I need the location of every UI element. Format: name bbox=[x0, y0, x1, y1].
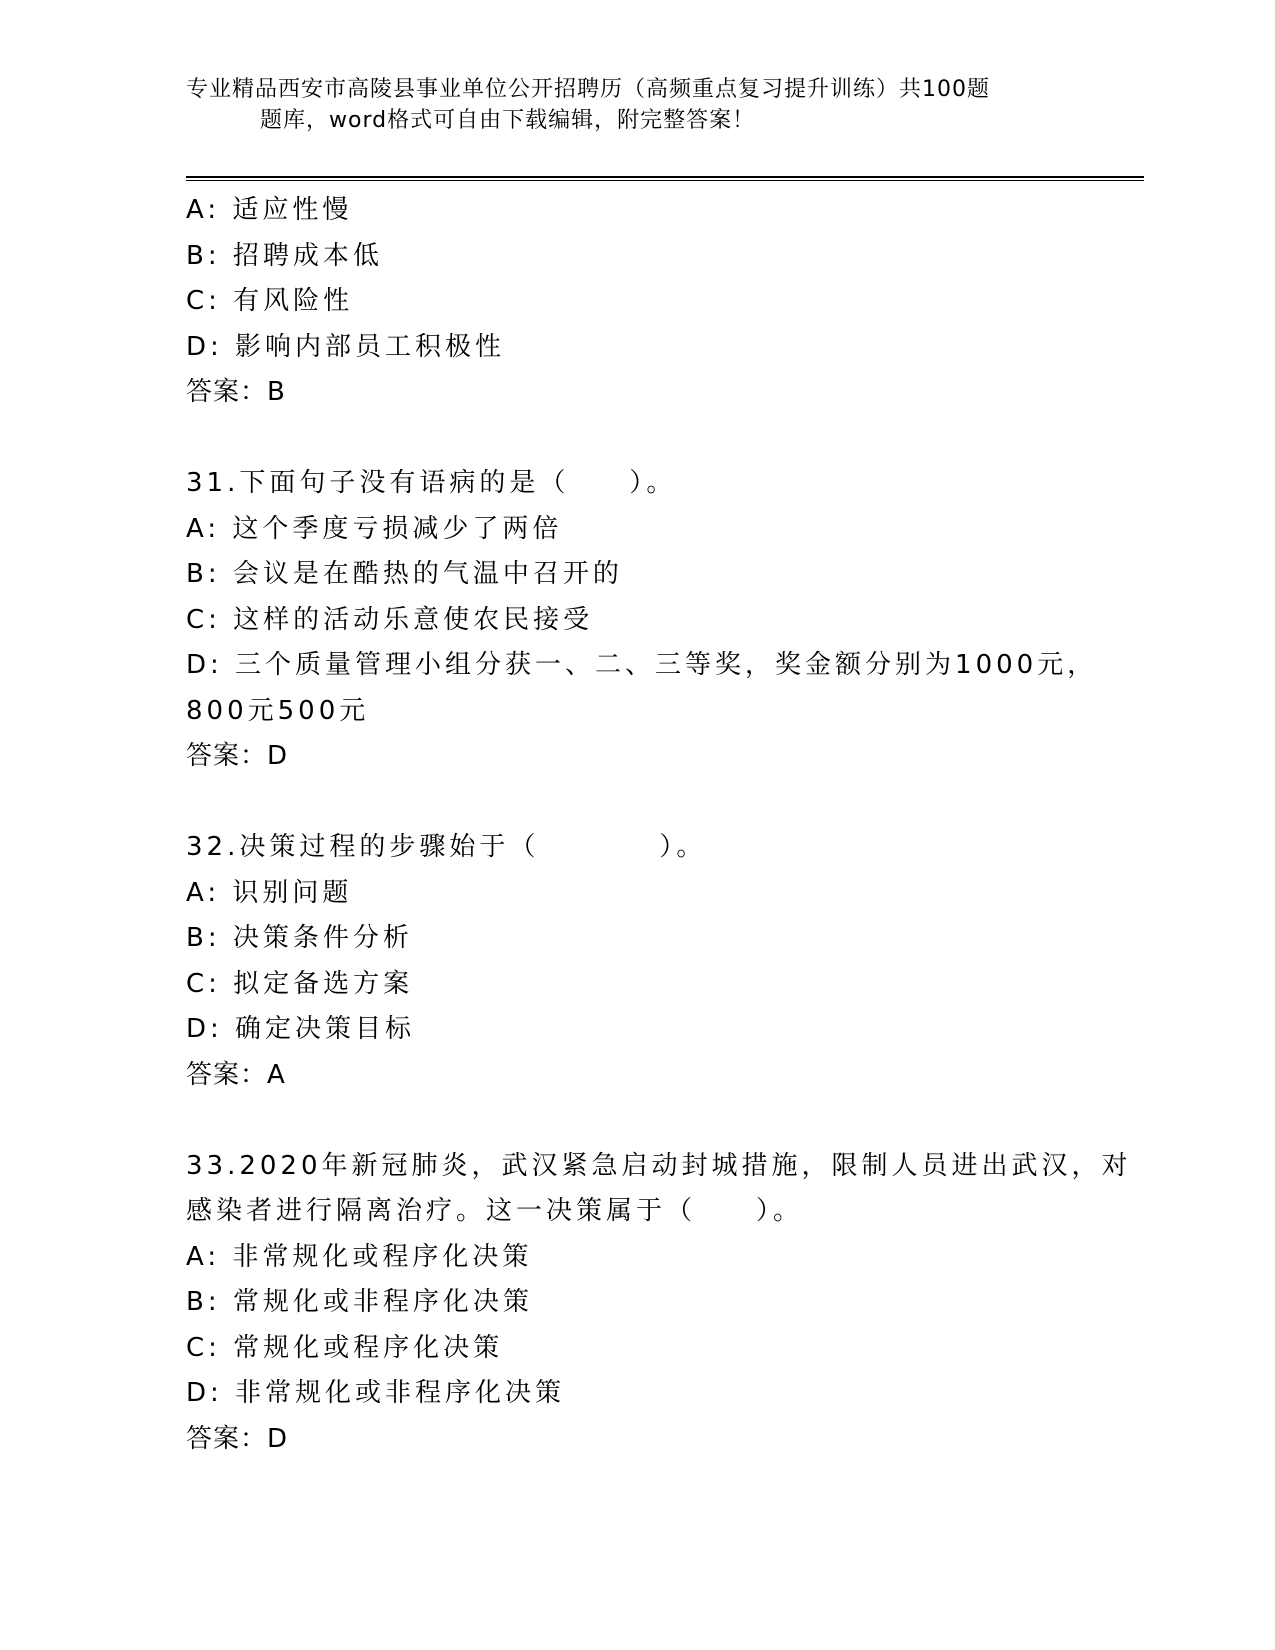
option-c: C: 拟定备选方案 bbox=[186, 968, 414, 999]
answer-line: 答案：D bbox=[186, 1423, 289, 1454]
option-d: D: 确定决策目标 bbox=[186, 1014, 416, 1044]
header-title-line2: 题库，word格式可自由下载编辑，附完整答案！ bbox=[260, 108, 756, 133]
question-list bbox=[186, 188, 1132, 1462]
option-b: B: 决策条件分析 bbox=[186, 923, 413, 953]
answer-line: 答案：A bbox=[186, 1059, 286, 1090]
document-header bbox=[186, 74, 1086, 136]
option-a: A: 识别问题 bbox=[186, 877, 353, 908]
question-block-32 bbox=[186, 825, 1126, 1098]
header-divider bbox=[186, 176, 1144, 181]
question-stem: 32.决策过程的步骤始于（ ）。 bbox=[186, 832, 707, 862]
option-b: B: 招聘成本低 bbox=[186, 240, 383, 271]
option-b: B: 常规化或非程序化决策 bbox=[186, 1287, 533, 1317]
option-d-continuation: 800元500元 bbox=[186, 695, 370, 726]
option-c: C: 常规化或程序化决策 bbox=[186, 1332, 504, 1363]
option-d: D: 影响内部员工积极性 bbox=[186, 331, 506, 362]
header-title-line1: 专业精品西安市高陵县事业单位公开招聘历（高频重点复习提升训练）共100题 bbox=[186, 77, 990, 102]
answer-line: 答案：B bbox=[186, 377, 286, 407]
answer-line: 答案：D bbox=[186, 741, 289, 771]
option-c: C: 这样的活动乐意使农民接受 bbox=[186, 604, 594, 635]
question-stem: 31.下面句子没有语病的是（ ）。 bbox=[186, 468, 677, 498]
option-a: A: 非常规化或程序化决策 bbox=[186, 1241, 533, 1272]
question-stem-line2: 感染者进行隔离治疗。这一决策属于（ ）。 bbox=[186, 1196, 804, 1226]
option-c: C: 有风险性 bbox=[186, 286, 354, 316]
option-d: D: 非常规化或非程序化决策 bbox=[186, 1378, 566, 1408]
question-block-30 bbox=[186, 188, 1126, 416]
option-a: A: 适应性慢 bbox=[186, 195, 353, 225]
question-block-31 bbox=[186, 461, 1126, 780]
question-block-33 bbox=[186, 1144, 1132, 1463]
option-d: D: 三个质量管理小组分获一、二、三等奖，奖金额分别为1000元， bbox=[186, 650, 1098, 680]
option-b: B: 会议是在酷热的气温中召开的 bbox=[186, 559, 623, 589]
option-a: A: 这个季度亏损减少了两倍 bbox=[186, 513, 563, 544]
question-stem-line1: 33.2020年新冠肺炎，武汉紧急启动封城措施，限制人员进出武汉，对 bbox=[186, 1150, 1132, 1181]
